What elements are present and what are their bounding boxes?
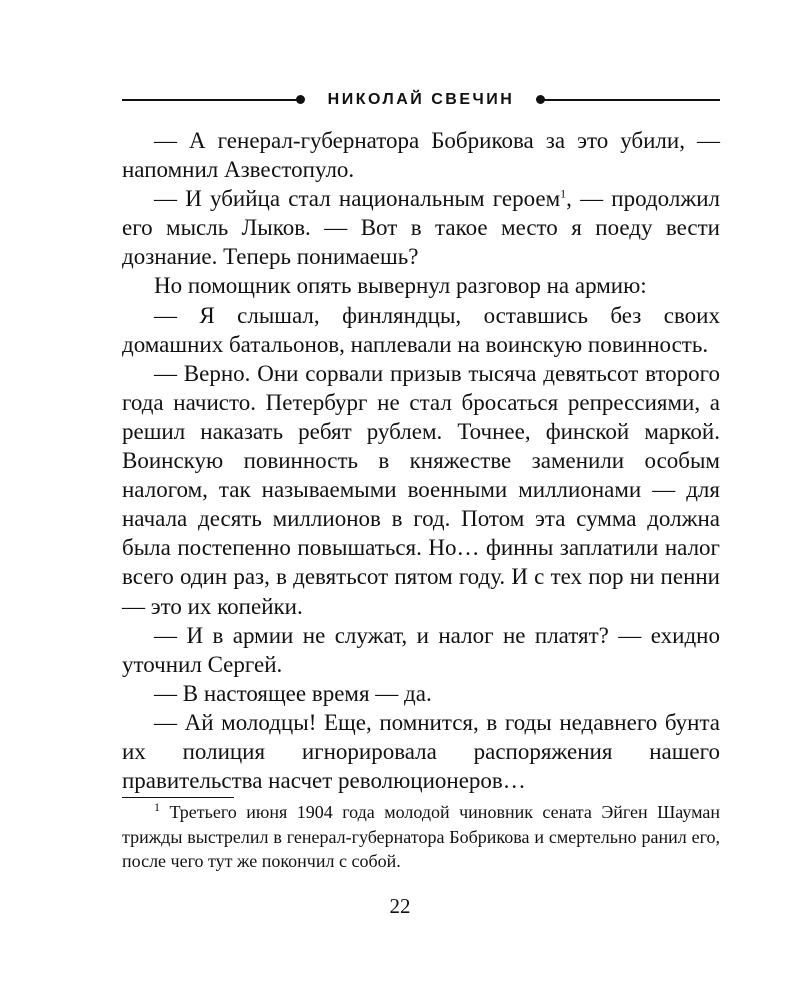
running-head-author: НИКОЛАЙ СВЕЧИН [327,91,515,108]
page-number: 22 [389,894,411,918]
running-head [122,88,720,112]
paragraph: Но помощник опять вывернул разговор на армию: [154,273,647,299]
paragraph: — Я слышал, финляндцы, оставшись без своих домашних батальонов, наплевали на воинскую повинность. [122,302,720,357]
bullet-ornament-left [296,95,305,104]
running-head-rule-left [122,99,300,101]
paragraph: — В настоящее время — да. [154,680,432,706]
paragraph: — А генерал-губернатора Бобрикова за это убили, — напомнил Азвестопуло. [122,128,720,183]
running-head-rule-right [542,99,720,101]
paragraph: — Верно. Они сорвали призыв тысяча девятьсот второго года начисто. Петербург не стал бросаться репрессиями, а решил наказать ребят рублем. Точнее, финской маркой. Воинскую повинность в княжестве заменили особым налогом, так называемыми военными миллионами — для начала десять миллионов в год. Потом эта сумма должна была постепенно повышаться. Но… финны заплатили налог всего один раз, в девятьсот пятом году. И с тех пор ни пенни — это их копейки. [122,360,720,619]
body-text [122,126,720,795]
paragraph: — Ай молодцы! Еще, помнится, в годы недавнего бунта их полиция игнорировала распоряжения нашего правительства насчет революционеров… [122,709,720,794]
paragraph: — И в армии не служат, и налог не платят? — ехидно уточнил Сергей. [122,622,720,677]
footnote-reference: 1 [560,186,567,201]
footnote-marker: 1 [154,800,160,814]
paragraph [122,184,720,271]
footnote-divider [122,797,234,798]
footnote [122,800,720,874]
paragraph-text: , — продолжил его мысль Лыков. — Вот в такое место я поеду вести дознание. Теперь понимаешь? [122,186,721,270]
paragraph-text: — И убийца стал национальным героем [154,186,561,212]
footnote-text: Третьего июня 1904 года молодой чиновник сената Эйген Шауман трижды выстрелил в генерал-губернатора Бобрикова и смертельно ранил его, после чего тут же покончил с собой. [122,802,720,871]
